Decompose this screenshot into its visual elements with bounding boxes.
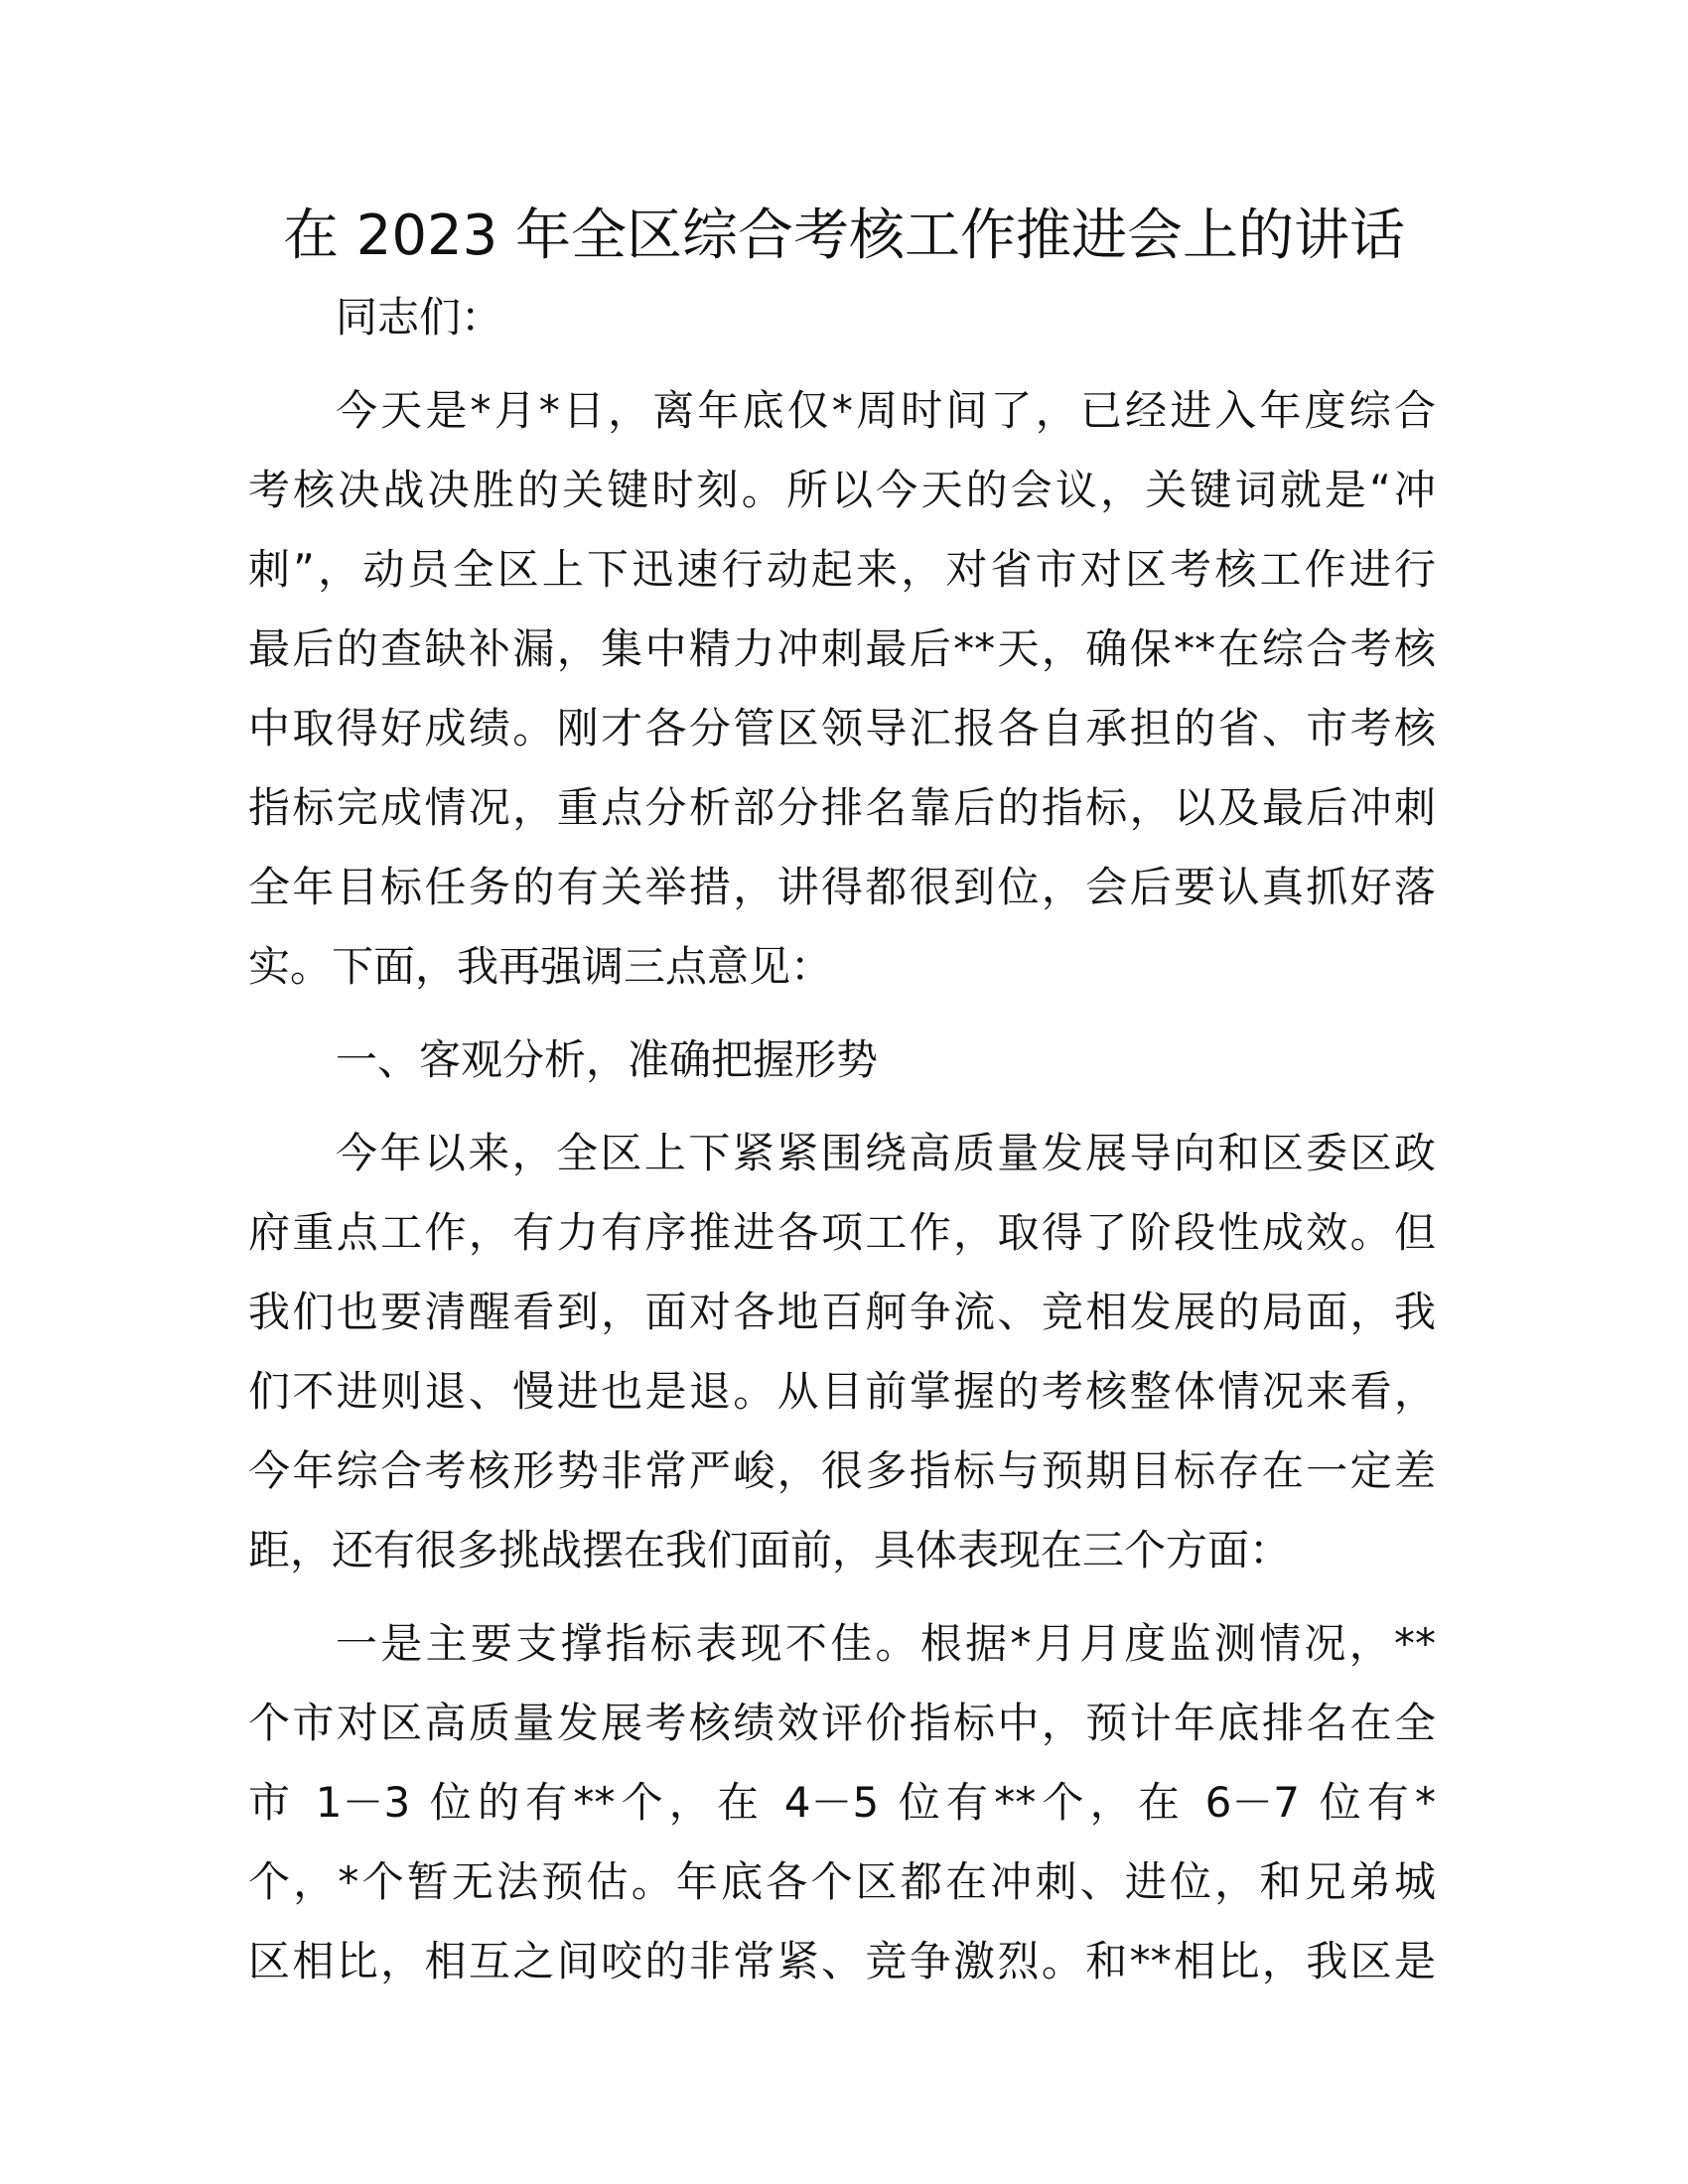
paragraph-line: 指标完成情况，重点分析部分排名靠后的指标，以及最后冲刺 <box>248 783 1436 832</box>
paragraph-line: 府重点工作，有力有序推进各项工作，取得了阶段性成效。但 <box>248 1208 1436 1257</box>
paragraph-line: 中取得好成绩。刚才各分管区领导汇报各自承担的省、市考核 <box>248 704 1436 752</box>
paragraph-gap <box>248 1100 1436 1114</box>
paragraph-line: 实。下面，我再强调三点意见： <box>248 942 833 991</box>
paragraph-1 <box>248 371 1436 1007</box>
document-body <box>248 278 1436 2001</box>
paragraph-line: 距，还有很多挑战摆在我们面前，具体表现在三个方面： <box>248 1526 1292 1574</box>
paragraph-line: 个，*个暂无法预估。年底各个区都在冲刺、进位，和兄弟城 <box>248 1857 1436 1906</box>
paragraph-line: 刺”，动员全区上下迅速行动起来，对省市对区考核工作进行 <box>248 545 1436 594</box>
paragraph-line: 一是主要支撑指标表现不佳。根据*月月度监测情况，** <box>336 1619 1436 1668</box>
section-heading-1: 一、客观分析，准确把握形势 <box>336 1035 879 1084</box>
document-title: 在 2023 年全区综合考核工作推进会上的讲话 <box>282 204 1406 268</box>
paragraph-line: 最后的查缺补漏，集中精力冲刺最后**天，确保**在综合考核 <box>248 624 1436 673</box>
paragraph-gap <box>248 1590 1436 1604</box>
paragraph-line: 今年综合考核形势非常严峻，很多指标与预期目标存在一定差 <box>248 1446 1436 1495</box>
paragraph-3 <box>248 1604 1436 2001</box>
paragraph-2 <box>248 1114 1436 1590</box>
paragraph-line: 区相比，相互之间咬的非常紧、竞争激烈。和**相比，我区是 <box>248 1937 1436 1985</box>
paragraph-line: 个市对区高质量发展考核绩效评价指标中，预计年底排名在全 <box>248 1699 1436 1747</box>
paragraph-line: 今年以来，全区上下紧紧围绕高质量发展导向和区委区政 <box>336 1129 1436 1177</box>
paragraph-line: 全年目标任务的有关举措，讲得都很到位，会后要认真抓好落 <box>248 863 1436 911</box>
paragraph-line: 考核决战决胜的关键时刻。所以今天的会议，关键词就是“冲 <box>248 466 1436 514</box>
paragraph-gap <box>248 357 1436 371</box>
paragraph-line: 市 1－3 位的有**个，在 4－5 位有**个，在 6－7 位有* <box>248 1778 1436 1827</box>
paragraph-line: 们不进则退、慢进也是退。从目前掌握的考核整体情况来看， <box>248 1367 1436 1416</box>
paragraph-line: 我们也要清醒看到，面对各地百舸争流、竞相发展的局面，我 <box>248 1288 1436 1336</box>
paragraph-line: 今天是*月*日，离年底仅*周时间了，已经进入年度综合 <box>336 386 1436 435</box>
paragraph-gap <box>248 1007 1436 1021</box>
salutation: 同志们： <box>336 293 503 341</box>
